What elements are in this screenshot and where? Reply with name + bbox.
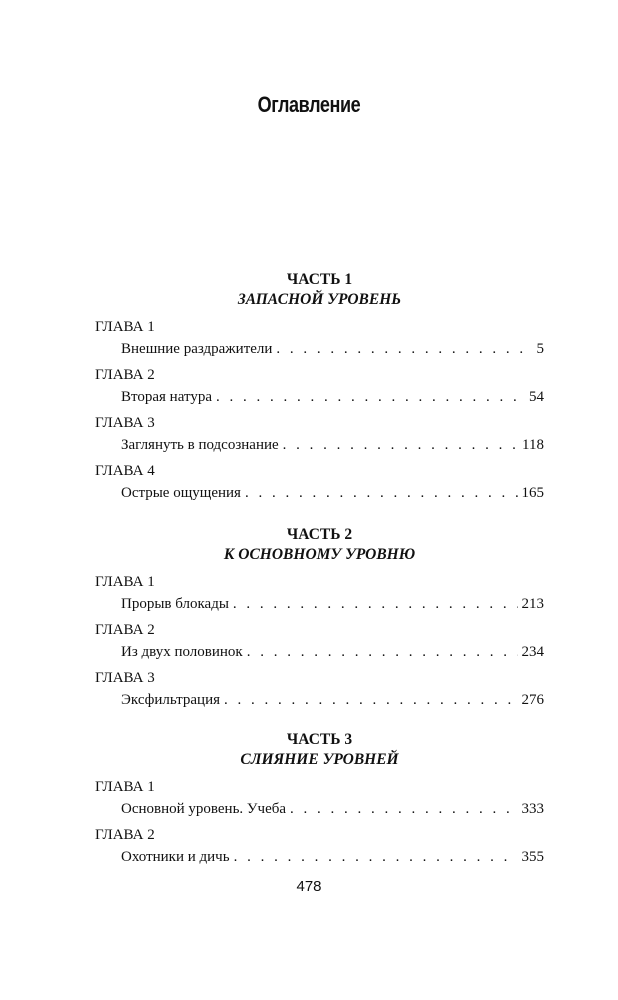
chapter-title: Вторая натура <box>121 389 212 405</box>
dot-leader <box>276 338 532 360</box>
chapter-entry[interactable] <box>95 619 544 663</box>
chapter-page: 118 <box>522 437 544 453</box>
part-3 <box>95 730 544 868</box>
chapter-page: 276 <box>521 692 544 708</box>
chapter-label: ГЛАВА 1 <box>95 319 155 335</box>
part-1 <box>95 270 544 504</box>
dot-leader <box>245 482 518 504</box>
chapter-page: 165 <box>521 485 544 501</box>
chapter-title: Охотники и дичь <box>121 849 230 865</box>
chapter-page: 54 <box>529 389 544 405</box>
chapter-label: ГЛАВА 2 <box>95 827 155 843</box>
part-number: ЧАСТЬ 1 <box>286 271 353 288</box>
chapter-page: 234 <box>521 644 544 660</box>
chapter-entry[interactable] <box>95 460 544 504</box>
dot-leader <box>283 434 518 456</box>
part-heading <box>95 270 544 310</box>
chapter-page: 5 <box>536 341 544 357</box>
chapter-title: Основной уровень. Учеба <box>121 801 287 817</box>
dot-leader <box>233 593 518 615</box>
chapter-label: ГЛАВА 3 <box>95 670 155 686</box>
page-title: Оглавление <box>257 92 361 117</box>
chapter-entry[interactable] <box>95 412 544 456</box>
chapter-entry[interactable] <box>95 776 544 820</box>
chapter-title: Прорыв блокады <box>121 596 229 612</box>
part-heading <box>95 525 544 565</box>
chapter-title: Острые ощущения <box>121 485 241 501</box>
page-number: 478 <box>296 878 322 895</box>
dot-leader <box>290 798 517 820</box>
part-title: К ОСНОВНОМУ УРОВНЮ <box>223 546 416 563</box>
chapter-label: ГЛАВА 4 <box>95 463 155 479</box>
chapter-entry[interactable] <box>95 571 544 615</box>
part-title: ЗАПАСНОЙ УРОВЕНЬ <box>237 291 402 308</box>
chapter-label: ГЛАВА 3 <box>95 415 155 431</box>
dot-leader <box>216 386 525 408</box>
chapter-title: Заглянуть в подсознание <box>121 437 279 453</box>
part-heading <box>95 730 544 770</box>
chapter-page: 355 <box>521 849 544 865</box>
chapter-title: Из двух половинок <box>121 644 243 660</box>
chapter-label: ГЛАВА 1 <box>95 779 155 795</box>
dot-leader <box>224 689 517 711</box>
chapter-label: ГЛАВА 2 <box>95 622 155 638</box>
chapter-entry[interactable] <box>95 824 544 868</box>
part-2 <box>95 525 544 711</box>
chapter-label: ГЛАВА 2 <box>95 367 155 383</box>
chapter-title: Эксфильтрация <box>121 692 221 708</box>
chapter-entry[interactable] <box>95 364 544 408</box>
chapter-label: ГЛАВА 1 <box>95 574 155 590</box>
dot-leader <box>247 641 518 663</box>
chapter-entry[interactable] <box>95 316 544 360</box>
chapter-title: Внешние раздражители <box>121 341 273 357</box>
part-title: СЛИЯНИЕ УРОВНЕЙ <box>240 751 399 768</box>
chapter-entry[interactable] <box>95 667 544 711</box>
dot-leader <box>234 846 518 868</box>
chapter-page: 213 <box>521 596 544 612</box>
part-number: ЧАСТЬ 3 <box>286 731 353 748</box>
part-number: ЧАСТЬ 2 <box>286 526 353 543</box>
chapter-page: 333 <box>521 801 544 817</box>
